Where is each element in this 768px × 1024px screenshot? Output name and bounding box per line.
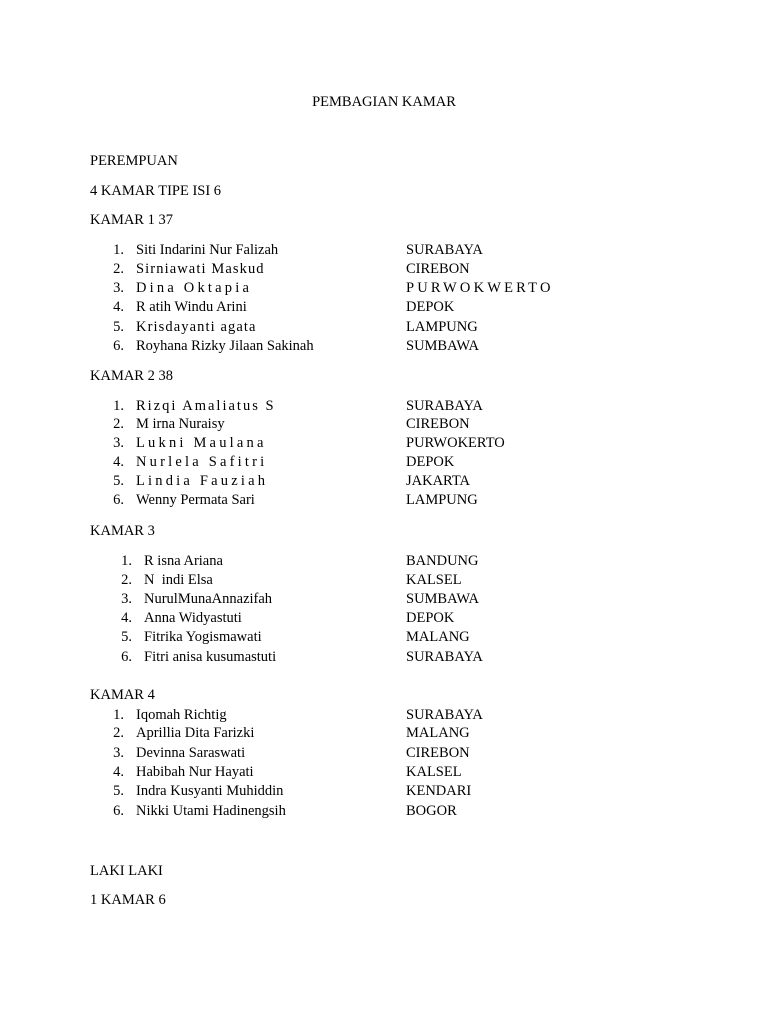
- member-name: Wenny Permata Sari: [136, 492, 255, 508]
- female-room-info: 4 KAMAR TIPE ISI 6: [90, 183, 222, 199]
- list-number: 3.: [113, 435, 124, 451]
- member-name: Rizqi Amaliatus S: [136, 398, 276, 414]
- list-number: 5.: [113, 319, 124, 335]
- member-city: SURABAYA: [406, 649, 483, 665]
- member-city: BOGOR: [406, 803, 457, 819]
- list-number: 2.: [113, 725, 124, 741]
- member-name: R isna Ariana: [144, 553, 223, 569]
- member-city: CIREBON: [406, 416, 470, 432]
- member-city: MALANG: [406, 725, 470, 741]
- member-city: PURWOKWERTO: [406, 280, 554, 296]
- member-name: M irna Nuraisy: [136, 416, 225, 432]
- member-city: DEPOK: [406, 610, 455, 626]
- member-name: Lukni Maulana: [136, 435, 267, 451]
- member-city: JAKARTA: [406, 473, 471, 489]
- list-number: 5.: [113, 783, 124, 799]
- list-number: 3.: [113, 745, 124, 761]
- list-number: 6.: [113, 338, 124, 354]
- member-city: CIREBON: [406, 261, 470, 277]
- list-number: 4.: [113, 454, 124, 470]
- list-number: 4.: [113, 764, 124, 780]
- member-city: DEPOK: [406, 454, 455, 470]
- list-number: 2.: [113, 261, 124, 277]
- member-name: Fitri anisa kusumastuti: [144, 649, 277, 665]
- member-name: Iqomah Richtig: [136, 707, 227, 723]
- member-city: SURABAYA: [406, 398, 483, 414]
- list-number: 6.: [113, 492, 124, 508]
- list-number: 1.: [113, 398, 124, 414]
- member-city: PURWOKERTO: [406, 435, 505, 451]
- list-number: 6.: [113, 803, 124, 819]
- list-number: 2.: [121, 572, 132, 588]
- member-city: BANDUNG: [406, 553, 479, 569]
- section-heading-male: LAKI LAKI: [90, 863, 163, 879]
- member-name: Sirniawati Maskud: [136, 261, 265, 277]
- room-heading: KAMAR 3: [90, 523, 155, 539]
- member-name: Anna Widyastuti: [144, 610, 242, 626]
- section-heading-female: PEREMPUAN: [90, 153, 178, 169]
- member-city: CIREBON: [406, 745, 470, 761]
- member-name: Nurlela Safitri: [136, 454, 268, 470]
- member-city: SURABAYA: [406, 707, 483, 723]
- member-name: Habibah Nur Hayati: [136, 764, 254, 780]
- member-city: DEPOK: [406, 299, 455, 315]
- member-name: N indi Elsa: [144, 572, 213, 588]
- member-city: KENDARI: [406, 783, 472, 799]
- list-number: 4.: [113, 299, 124, 315]
- list-number: 2.: [113, 416, 124, 432]
- member-name: Royhana Rizky Jilaan Sakinah: [136, 338, 314, 354]
- member-name: Lindia Fauziah: [136, 473, 269, 489]
- list-number: 5.: [121, 629, 132, 645]
- member-name: Siti Indarini Nur Falizah: [136, 242, 279, 258]
- member-name: Aprillia Dita Farizki: [136, 725, 255, 741]
- member-city: LAMPUNG: [406, 319, 478, 335]
- member-city: SUMBAWA: [406, 591, 479, 607]
- list-number: 3.: [121, 591, 132, 607]
- member-city: KALSEL: [406, 572, 462, 588]
- member-city: SUMBAWA: [406, 338, 479, 354]
- list-number: 5.: [113, 473, 124, 489]
- member-name: R atih Windu Arini: [136, 299, 247, 315]
- room-heading: KAMAR 4: [90, 687, 155, 703]
- list-number: 6.: [121, 649, 132, 665]
- member-name: Nikki Utami Hadinengsih: [136, 803, 286, 819]
- male-room-info: 1 KAMAR 6: [90, 892, 166, 908]
- member-name: Fitrika Yogismawati: [144, 629, 262, 645]
- member-city: SURABAYA: [406, 242, 483, 258]
- list-number: 1.: [121, 553, 132, 569]
- list-number: 1.: [113, 707, 124, 723]
- member-city: LAMPUNG: [406, 492, 478, 508]
- member-city: KALSEL: [406, 764, 462, 780]
- page-title: PEMBAGIAN KAMAR: [312, 94, 456, 110]
- member-name: NurulMunaAnnazifah: [144, 591, 273, 607]
- room-heading: KAMAR 2 38: [90, 368, 173, 384]
- member-name: Devinna Saraswati: [136, 745, 246, 761]
- member-name: Krisdayanti agata: [136, 319, 257, 335]
- list-number: 1.: [113, 242, 124, 258]
- member-name: Dina Oktapia: [136, 280, 253, 296]
- member-name: Indra Kusyanti Muhiddin: [136, 783, 284, 799]
- member-city: MALANG: [406, 629, 470, 645]
- list-number: 4.: [121, 610, 132, 626]
- room-heading: KAMAR 1 37: [90, 212, 173, 228]
- list-number: 3.: [113, 280, 124, 296]
